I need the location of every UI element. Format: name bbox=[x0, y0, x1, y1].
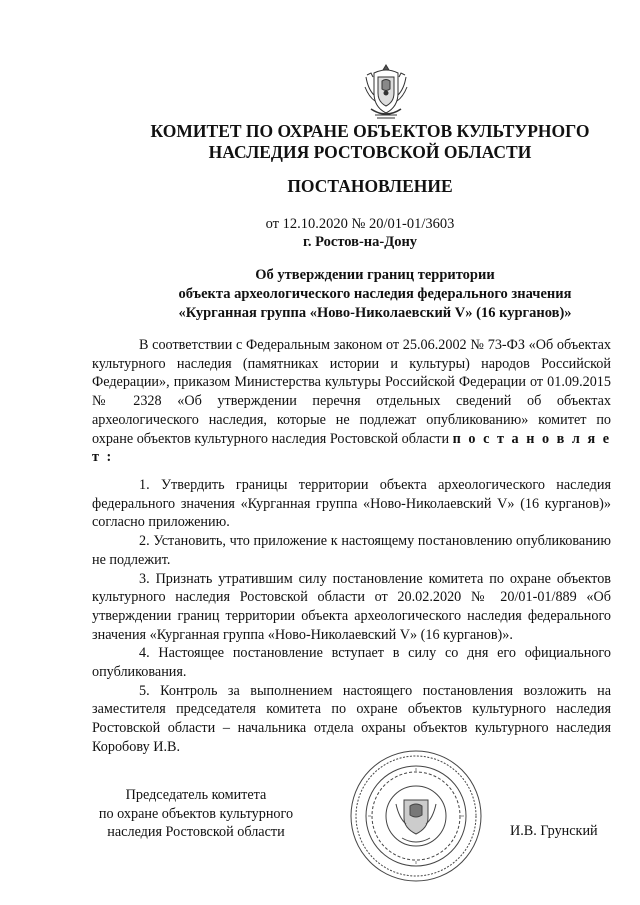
signatory-position-line2: по охране объектов культурного bbox=[98, 805, 294, 822]
signatory-position-line3: наследия Ростовской области bbox=[107, 824, 285, 840]
preamble-paragraph bbox=[92, 336, 611, 467]
decree-item-2: 2. Установить, что приложение к настоящему постановлению опубликованию не подлежит. bbox=[92, 533, 611, 568]
document-subject-line1: Об утверждении границ территории bbox=[255, 267, 495, 283]
signatory-name: И.В. Грунский bbox=[510, 823, 598, 839]
document-date-number: от 12.10.2020 № 20/01-01/3603 bbox=[265, 216, 455, 232]
document-subject-line3: «Курганная группа «Ново-Николаевский V» (16 курганов)» bbox=[178, 305, 572, 321]
official-seal-icon bbox=[348, 748, 484, 884]
decree-item-3: 3. Признать утратившим силу постановление комитета по охране объектов культурного наследия Ростовской области от 20.02.2020 № 20/01-01/889 «Об утверждении границ территории объекта археологического наследия федерального значения «Курганная группа «Ново-Николаевский V» (16 курганов)». bbox=[92, 570, 611, 643]
signatory-position-line1: Председатель комитета bbox=[125, 787, 267, 803]
decree-word: п о с т а н о в л я е т : bbox=[92, 430, 611, 466]
decree-item-1: 1. Утвердить границы территории объекта археологического наследия федерального значения «Курганная группа «Ново-Николаевский V» (16 курганов)» согласно приложению. bbox=[92, 477, 611, 531]
decree-item-4: 4. Настоящее постановление вступает в силу со дня его официального опубликования. bbox=[92, 645, 611, 681]
document-city: г. Ростов-на-Дону bbox=[302, 234, 418, 250]
decree-items bbox=[92, 476, 611, 757]
signatory-position bbox=[86, 786, 306, 842]
organization-name: КОМИТЕТ ПО ОХРАНЕ ОБЪЕКТОВ КУЛЬТУРНОГО bbox=[150, 121, 590, 141]
preamble-text: В соответствии с Федеральным законом от 25.06.2002 № 73-ФЗ «Об объектах культурного наследия (памятниках истории и культуры) народов Российской Федерации», приказом Министерства культуры Российской Федерации от 01.09.2015 № 2328 «Об утверждении перечня отдельных сведений об объектах археологического наследия, которые не подлежат опубликованию» комитет по охране объектов культурного наследия Ростовской области bbox=[92, 337, 611, 447]
organization-name-line2: НАСЛЕДИЯ РОСТОВСКОЙ ОБЛАСТИ bbox=[208, 142, 532, 162]
coat-of-arms-icon bbox=[363, 63, 409, 123]
decree-item-5: 5. Контроль за выполнением настоящего постановления возложить на заместителя председателя комитета по охране объектов культурного наследия Ростовской области – начальника отдела охраны объектов культурного наследия Коробову И.В. bbox=[92, 682, 611, 755]
document-subject-line2: объекта археологического наследия федерального значения bbox=[178, 286, 572, 302]
document-type: ПОСТАНОВЛЕНИЕ bbox=[287, 176, 453, 196]
